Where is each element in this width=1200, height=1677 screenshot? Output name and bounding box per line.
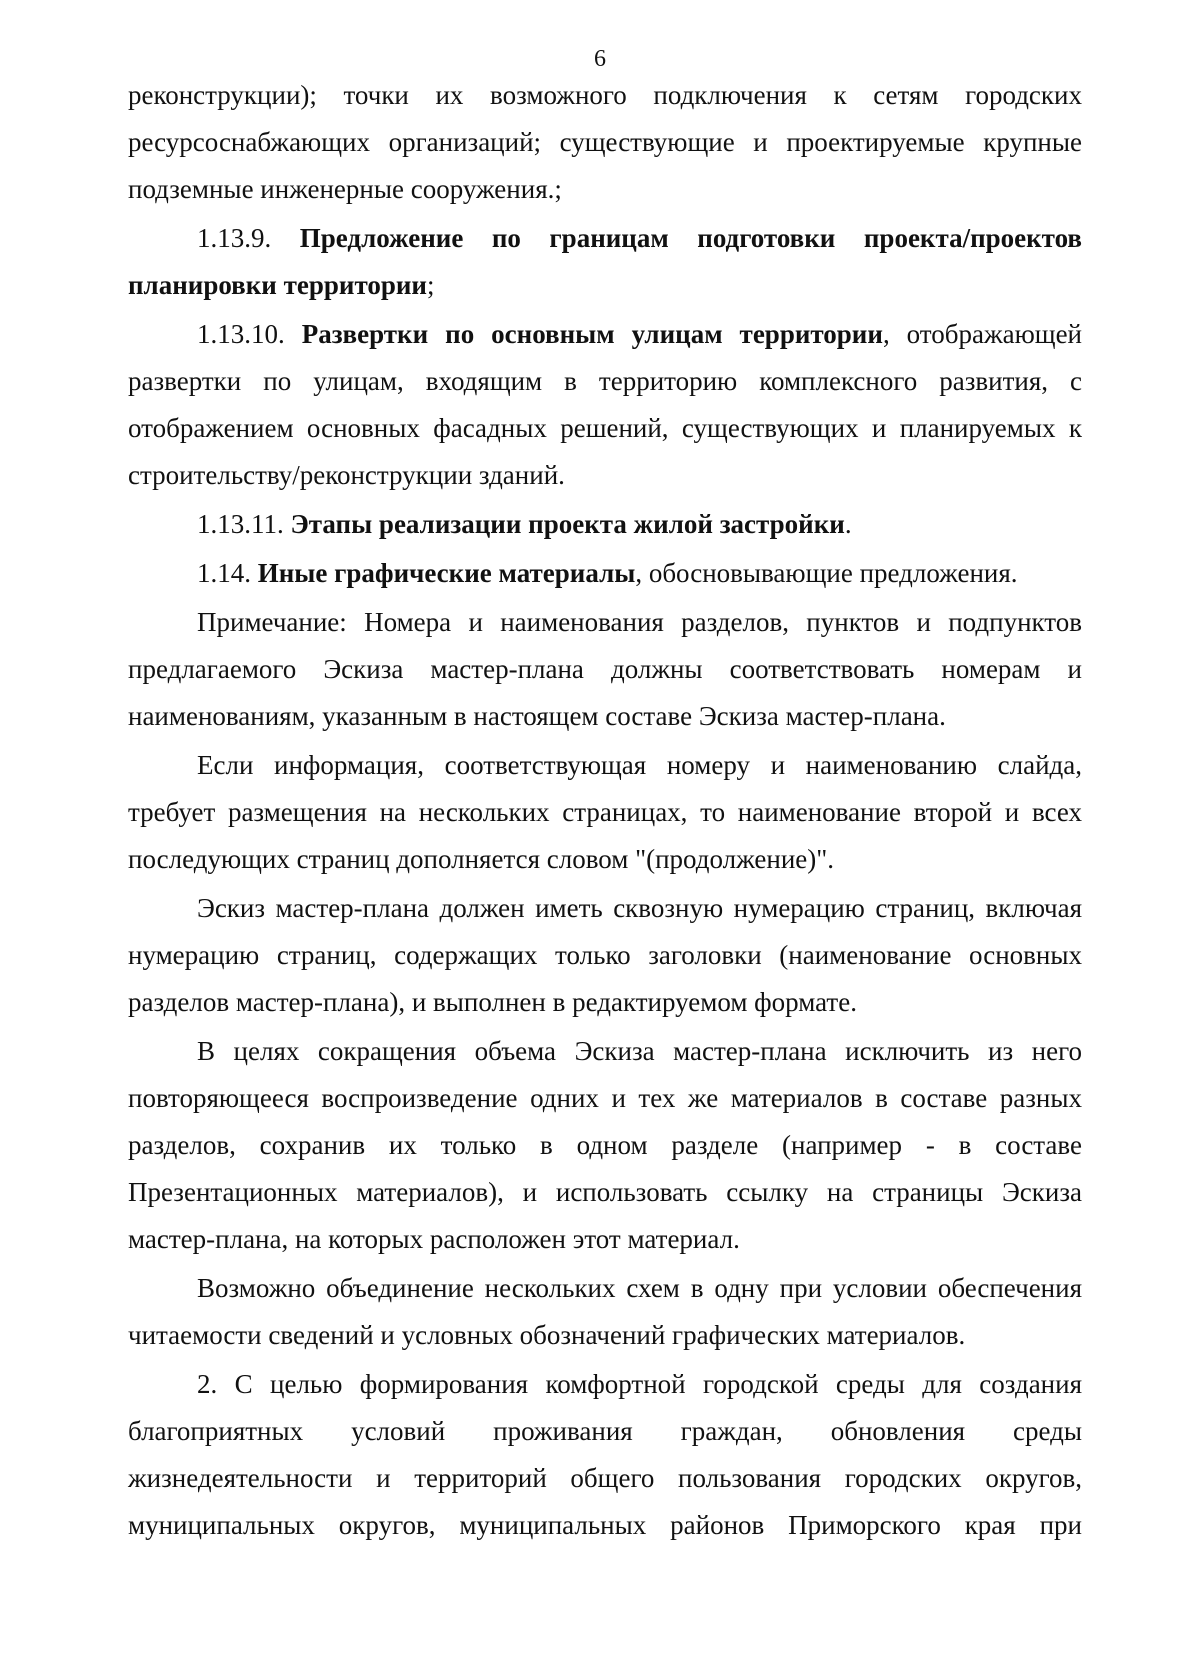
paragraph-text: Эскиз мастер-плана должен иметь сквозную нумерацию страниц, включая нумерацию страниц, содержащих только заголовки (наименование основных разделов мастер-плана), и выполнен в редактируемом формате.	[128, 893, 1082, 1017]
paragraph-text: Возможно объединение нескольких схем в одну при условии обеспечения читаемости сведений и условных обозначений графических материалов.	[128, 1273, 1082, 1350]
paragraph-heading: Этапы реализации проекта жилой застройки	[290, 509, 845, 539]
paragraph-heading: Иные графические материалы	[257, 558, 636, 588]
paragraph-note	[128, 599, 1082, 740]
paragraph-lead: 1.13.10.	[197, 319, 302, 349]
paragraph-1-13-11	[128, 501, 1082, 548]
paragraph-continuation-note	[128, 742, 1082, 883]
paragraph-lead: 1.14.	[197, 558, 258, 588]
paragraph-text: , отображающей развертки по улицам, входящим в территорию комплексного развития, с отображением основных фасадных решений, существующих и планируемых к строительству/реконструкции зданий.	[128, 319, 1082, 490]
paragraph-text: .	[844, 509, 852, 539]
paragraph-text: Примечание: Номера и наименования разделов, пунктов и подпунктов предлагаемого Эскиза мастер-плана должны соответствовать номерам и наименованиям, указанным в настоящем составе Эскиза мастер-плана.	[128, 607, 1082, 731]
paragraph-1-14	[128, 550, 1082, 597]
paragraph-continuation	[128, 72, 1082, 213]
paragraph-text: 2. С целью формирования комфортной городской среды для создания благоприятных условий проживания граждан, обновления среды жизнедеятельности и территорий общего пользования городских округов, муниципальных округов, муниципальных районов Приморского края при	[128, 1369, 1082, 1540]
paragraph-heading: Развертки по основным улицам территории	[301, 319, 883, 349]
paragraph-text: реконструкции); точки их возможного подключения к сетям городских ресурсоснабжающих организаций; существующие и проектируемые крупные подземные инженерные сооружения.;	[128, 80, 1082, 204]
paragraph-text: В целях сокращения объема Эскиза мастер-плана исключить из него повторяющееся воспроизведение одних и тех же материалов в составе разных разделов, сохранив их только в одном разделе (например - в составе Презентационных материалов), и использовать ссылку на страницы Эскиза мастер-плана, на которых расположен этот материал.	[128, 1036, 1082, 1254]
paragraph-1-13-9	[128, 215, 1082, 309]
paragraph-reduction	[128, 1028, 1082, 1263]
paragraph-heading: Предложение по границам подготовки проекта/проектов планировки территории	[128, 223, 1083, 300]
paragraph-text: Если информация, соответствующая номеру и наименованию слайда, требует размещения на нескольких страницах, то наименование второй и всех последующих страниц дополняется словом "(продолжение)".	[128, 750, 1082, 874]
page-number: 6	[594, 46, 606, 72]
paragraph-lead: 1.13.11.	[197, 509, 291, 539]
paragraph-numbering	[128, 885, 1082, 1026]
paragraph-text: , обосновывающие предложения.	[635, 558, 1018, 588]
paragraph-merge-schemes	[128, 1265, 1082, 1359]
paragraph-text: ;	[426, 270, 435, 300]
paragraph-section-2	[128, 1361, 1082, 1549]
paragraph-1-13-10	[128, 311, 1082, 499]
paragraph-lead: 1.13.9.	[197, 223, 300, 253]
document-body	[128, 72, 1082, 1549]
